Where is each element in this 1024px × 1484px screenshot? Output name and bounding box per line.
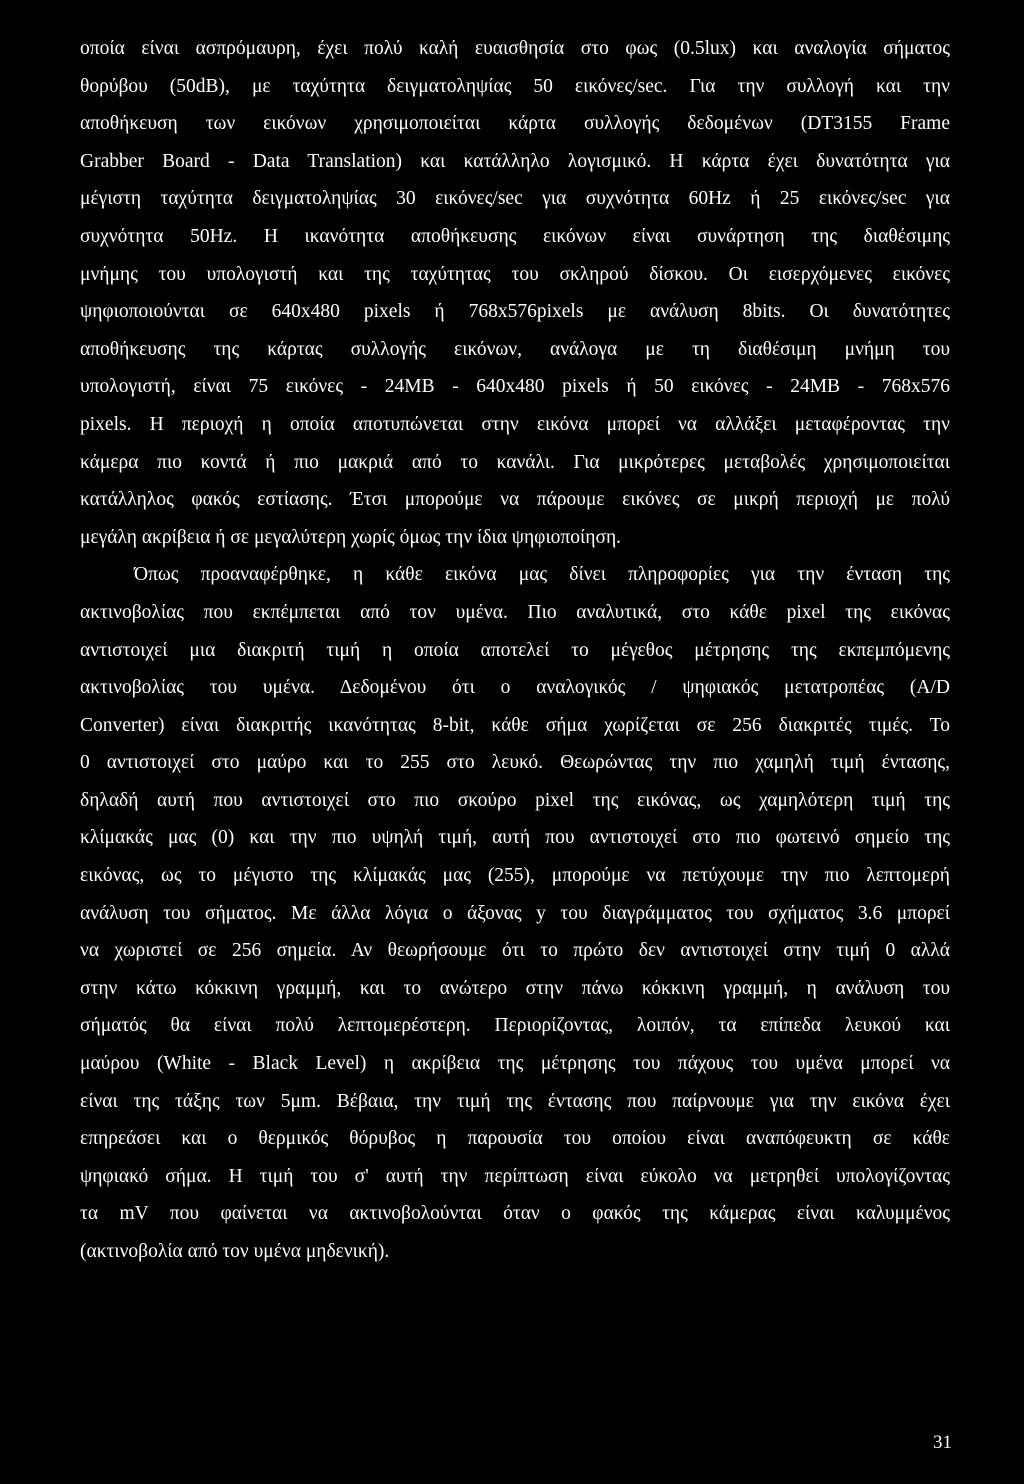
- text-line: ακτινοβολίας του υμένα. Δεδομένου ότι ο αναλογικός / ψηφιακός μετατροπέας (A/D: [80, 677, 950, 699]
- text-line: μεγάλη ακρίβεια ή σε μεγαλύτερη χωρίς όμως την ίδια ψηφιοποίηση.: [80, 526, 622, 548]
- text-line: συχνότητα 50Hz. Η ικανότητα αποθήκευσης εικόνων είναι συνάρτηση της διαθέσιμης: [80, 225, 950, 247]
- text-line: να χωριστεί σε 256 σημεία. Αν θεωρήσουμε ότι το πρώτο δεν αντιστοιχεί στην τιμή 0 αλλά: [80, 940, 950, 962]
- text-line: κατάλληλος φακός εστίασης. Έτσι μπορούμε να πάρουμε εικόνες σε μικρή περιοχή με πολύ: [80, 489, 950, 511]
- text-line: ανάλυση του σήματος. Με άλλα λόγια ο άξονας y του διαγράμματος του σχήματος 3.6 μπορεί: [80, 902, 950, 924]
- text-line: δηλαδή αυτή που αντιστοιχεί στο πιο σκούρο pixel της εικόνας, ως χαμηλότερη τιμή της: [80, 789, 950, 811]
- text-line: σήματός θα είναι πολύ λεπτομερέστερη. Περιορίζοντας, λοιπόν, τα επίπεδα λευκού και: [80, 1015, 950, 1037]
- text-line: οποία είναι ασπρόμαυρη, έχει πολύ καλή ευαισθησία στο φως (0.5lux) και αναλογία σήματος: [80, 38, 950, 59]
- text-line: θορύβου (50dB), με ταχύτητα δειγματοληψίας 50 εικόνες/sec. Για την συλλογή και την: [80, 75, 950, 97]
- text-line: είναι της τάξης των 5μm. Βέβαια, την τιμή της έντασης που παίρνουμε για την εικόνα έχει: [80, 1090, 950, 1112]
- paragraph-2: [80, 556, 950, 1270]
- text-line: στην κάτω κόκκινη γραμμή, και το ανώτερο στην πάνω κόκκινη γραμμή, η ανάλυση του: [80, 977, 950, 999]
- text-line: αποθήκευση των εικόνων χρησιμοποιείται κάρτα συλλογής δεδομένων (DT3155 Frame: [80, 113, 950, 135]
- text-line: ακτινοβολίας που εκπέμπεται από τον υμένα. Πιο αναλυτικά, στο κάθε pixel της εικόνας: [80, 601, 950, 623]
- text-line: επηρεάσει και ο θερμικός θόρυβος η παρουσία του οποίου είναι αναπόφευκτη σε κάθε: [80, 1128, 950, 1150]
- text-line: Όπως προαναφέρθηκε, η κάθε εικόνα μας δίνει πληροφορίες για την ένταση της: [134, 564, 950, 586]
- text-line: pixels. Η περιοχή η οποία αποτυπώνεται στην εικόνα μπορεί να αλλάξει μεταφέροντας την: [80, 413, 950, 435]
- text-line: ψηφιοποιούνται σε 640x480 pixels ή 768x576pixels με ανάλυση 8bits. Οι δυνατότητες: [80, 301, 950, 323]
- text-line: αποθήκευσης της κάρτας συλλογής εικόνων, ανάλογα με τη διαθέσιμη μνήμη του: [80, 338, 950, 360]
- text-line: ψηφιακό σήμα. Η τιμή του σ' αυτή την περίπτωση είναι εύκολο να μετρηθεί υπολογίζοντας: [80, 1165, 950, 1187]
- text-line: μέγιστη ταχύτητα δειγματοληψίας 30 εικόνες/sec για συχνότητα 60Hz ή 25 εικόνες/sec για: [80, 188, 950, 210]
- text-line: 0 αντιστοιχεί στο μαύρο και το 255 στο λευκό. Θεωρώντας την πιο χαμηλή τιμή έντασης,: [80, 752, 950, 774]
- text-line: τα mV που φαίνεται να ακτινοβολούνται όταν ο φακός της κάμερας είναι καλυμμένος: [80, 1203, 950, 1225]
- text-line: κλίμακάς μας (0) και την πιο υψηλή τιμή, αυτή που αντιστοιχεί στο πιο φωτεινό σημείο της: [80, 827, 950, 849]
- text-line: (ακτινοβολία από τον υμένα μηδενική).: [80, 1241, 390, 1262]
- text-line: μνήμης του υπολογιστή και της ταχύτητας του σκληρού δίσκου. Οι εισερχόμενες εικόνες: [80, 263, 950, 285]
- text-line: υπολογιστή, είναι 75 εικόνες - 24MB - 640x480 pixels ή 50 εικόνες - 24MB - 768x576: [80, 376, 950, 398]
- page-number: 31: [933, 1432, 952, 1453]
- paragraph-1: [80, 30, 950, 556]
- text-line: Converter) είναι διακριτής ικανότητας 8-bit, κάθε σήμα χωρίζεται σε 256 διακριτές τιμές. Το: [80, 714, 950, 736]
- text-line: Grabber Board - Data Translation) και κατάλληλο λογισμικό. Η κάρτα έχει δυνατότητα για: [80, 150, 950, 172]
- document-body: [80, 30, 950, 1271]
- text-line: εικόνας, ως το μέγιστο της κλίμακάς μας (255), μπορούμε να πετύχουμε την πιο λεπτομερή: [80, 865, 950, 887]
- text-line: κάμερα πιο κοντά ή πιο μακριά από το κανάλι. Για μικρότερες μεταβολές χρησιμοποιείται: [80, 451, 950, 473]
- text-line: μαύρου (White - Black Level) η ακρίβεια της μέτρησης του πάχους του υμένα μπορεί να: [80, 1053, 950, 1075]
- text-line: αντιστοιχεί μια διακριτή τιμή η οποία αποτελεί το μέγεθος μέτρησης της εκπεμπόμενης: [80, 639, 950, 661]
